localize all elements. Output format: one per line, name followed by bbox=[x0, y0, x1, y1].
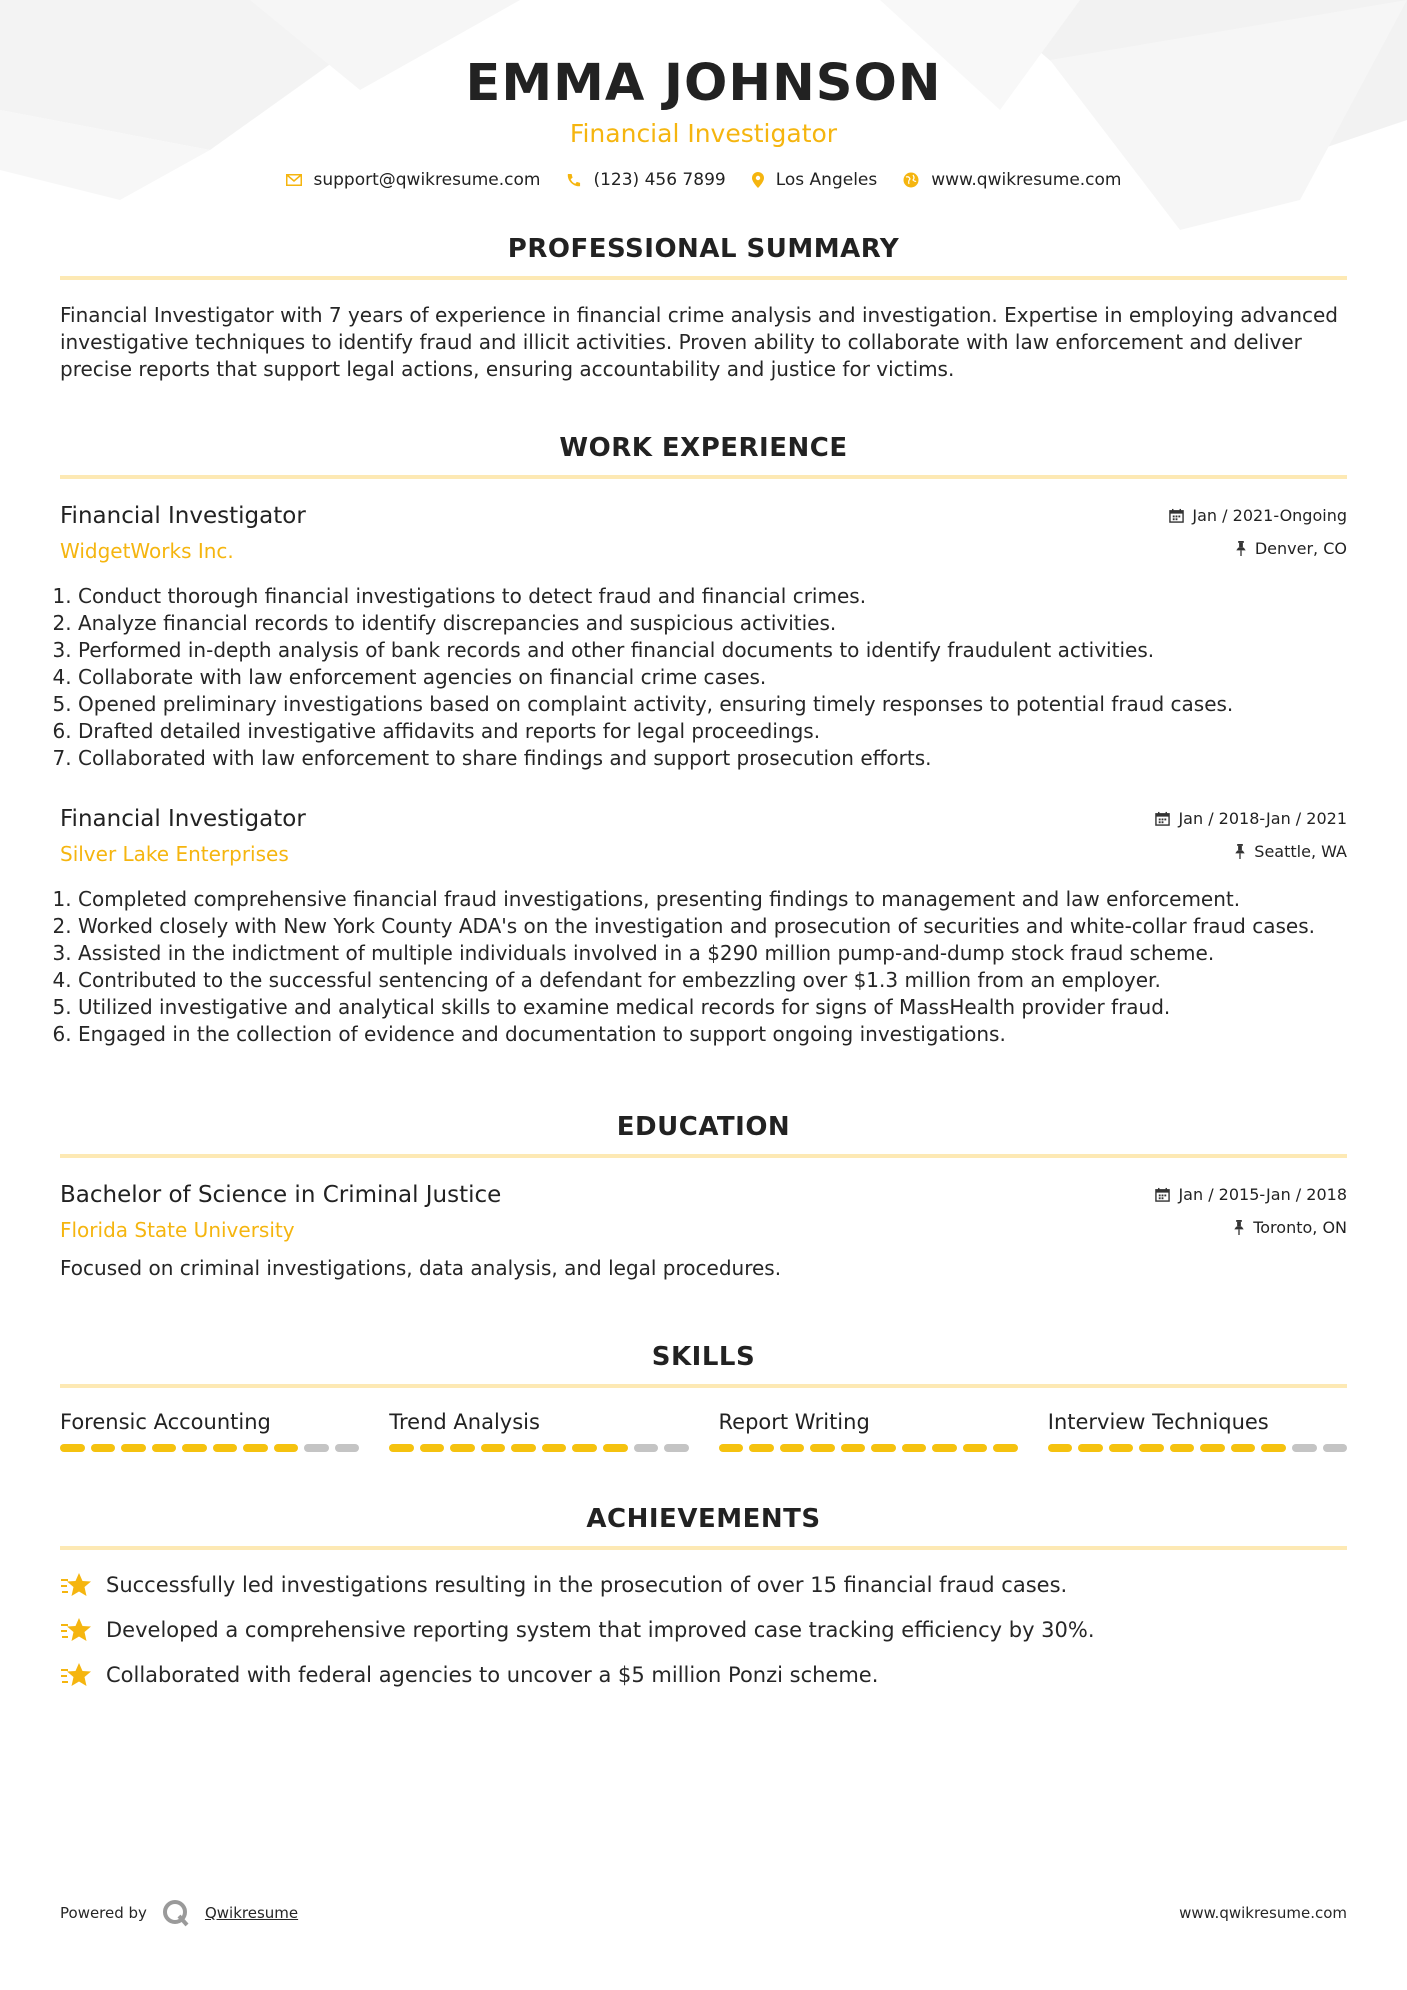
candidate-title: Financial Investigator bbox=[569, 119, 838, 148]
skill-level-segment bbox=[572, 1444, 597, 1452]
skill-item bbox=[60, 1410, 359, 1452]
skill-level-segment bbox=[152, 1444, 177, 1452]
school-name: Florida State University bbox=[60, 1218, 295, 1242]
calendar-icon bbox=[1155, 1187, 1170, 1202]
pushpin-icon bbox=[1235, 541, 1247, 556]
job-location: Denver, CO bbox=[1254, 538, 1347, 558]
achievement-text: Successfully led investigations resulting in the prosecution of over 15 financial fraud cases. bbox=[106, 1573, 1068, 1597]
skill-level-segment bbox=[1170, 1444, 1195, 1452]
list-item: 4. Contributed to the successful sentencing of a defendant for embezzling over $1.3 million from an employer. bbox=[78, 967, 1347, 994]
star-icon bbox=[60, 1616, 92, 1644]
skill-level-bar bbox=[389, 1444, 688, 1452]
pushpin-icon bbox=[1233, 1220, 1245, 1235]
list-item: 5. Utilized investigative and analytical skills to examine medical records for signs of MassHealth provider fraud. bbox=[78, 994, 1347, 1021]
skill-name: Trend Analysis bbox=[389, 1410, 540, 1434]
section-title: EDUCATION bbox=[616, 1112, 791, 1142]
skill-level-segment bbox=[274, 1444, 299, 1452]
skill-level-segment bbox=[542, 1444, 567, 1452]
skill-level-segment bbox=[634, 1444, 659, 1452]
skills-section bbox=[60, 1342, 1347, 1452]
footer-website[interactable]: www.qwikresume.com bbox=[1179, 1904, 1347, 1922]
website-text: www.qwikresume.com bbox=[931, 170, 1122, 190]
skill-level-segment bbox=[182, 1444, 207, 1452]
section-title: WORK EXPERIENCE bbox=[559, 433, 848, 463]
list-item: 1. Conduct thorough financial investigations to detect fraud and financial crimes. bbox=[78, 583, 1347, 610]
skill-level-segment bbox=[1109, 1444, 1134, 1452]
list-item: 5. Opened preliminary investigations based on complaint activity, ensuring timely responses to potential fraud cases. bbox=[78, 691, 1347, 718]
skill-level-segment bbox=[902, 1444, 927, 1452]
email-text: support@qwikresume.com bbox=[313, 170, 541, 190]
achievement-item bbox=[60, 1570, 1347, 1600]
skill-level-segment bbox=[511, 1444, 536, 1452]
contact-location bbox=[752, 170, 878, 190]
section-title: ACHIEVEMENTS bbox=[586, 1504, 821, 1534]
contact-phone[interactable] bbox=[566, 170, 725, 190]
star-icon bbox=[60, 1571, 92, 1599]
skill-level-segment bbox=[810, 1444, 835, 1452]
list-item: 2. Analyze financial records to identify discrepancies and suspicious activities. bbox=[78, 610, 1347, 637]
contact-website[interactable] bbox=[903, 170, 1121, 190]
section-divider bbox=[60, 276, 1347, 280]
list-item: 6. Engaged in the collection of evidence and documentation to support ongoing investigations. bbox=[78, 1021, 1347, 1048]
achievement-text: Developed a comprehensive reporting system that improved case tracking efficiency by 30%. bbox=[106, 1618, 1095, 1642]
contact-email[interactable] bbox=[286, 170, 541, 190]
list-item: 3. Performed in-depth analysis of bank records and other financial documents to identify fraudulent activities. bbox=[78, 637, 1347, 664]
skill-level-segment bbox=[213, 1444, 238, 1452]
job-entry bbox=[60, 806, 1347, 1048]
skill-level-segment bbox=[121, 1444, 146, 1452]
job-title: Financial Investigator bbox=[60, 503, 306, 529]
qwikresume-link[interactable]: Qwikresume bbox=[204, 1904, 299, 1922]
job-entry bbox=[60, 503, 1347, 772]
summary-text: Financial Investigator with 7 years of experience in financial crime analysis and investigation. Expertise in employing advanced investigative techniques to identify fraud and illicit activities. Proven ability to collaborate with law enforcement and deliver precise reports that support legal actions, ensuring accountability and justice for victims. bbox=[60, 303, 1338, 381]
education-dates: Jan / 2015-Jan / 2018 bbox=[1178, 1184, 1347, 1204]
job-location: Seattle, WA bbox=[1254, 841, 1347, 861]
skill-level-segment bbox=[420, 1444, 445, 1452]
star-icon bbox=[60, 1661, 92, 1689]
list-item: 1. Completed comprehensive financial fraud investigations, presenting findings to management and law enforcement. bbox=[78, 886, 1347, 913]
skill-level-segment bbox=[603, 1444, 628, 1452]
education-description: Focused on criminal investigations, data analysis, and legal procedures. bbox=[60, 1256, 782, 1280]
skill-level-segment bbox=[1231, 1444, 1256, 1452]
pushpin-icon bbox=[1234, 844, 1246, 859]
list-item: 7. Collaborated with law enforcement to share findings and support prosecution efforts. bbox=[78, 745, 1347, 772]
skill-level-segment bbox=[664, 1444, 689, 1452]
section-title: SKILLS bbox=[651, 1342, 756, 1372]
qwikresume-logo-icon bbox=[161, 1898, 191, 1928]
skill-level-bar bbox=[60, 1444, 359, 1452]
achievement-item bbox=[60, 1615, 1347, 1645]
skill-level-segment bbox=[993, 1444, 1018, 1452]
candidate-name: EMMA JOHNSON bbox=[465, 54, 942, 113]
skill-item bbox=[389, 1410, 688, 1452]
job-dates: Jan / 2021-Ongoing bbox=[1192, 505, 1347, 525]
skill-level-segment bbox=[749, 1444, 774, 1452]
envelope-icon bbox=[286, 174, 302, 186]
phone-text: (123) 456 7899 bbox=[593, 170, 726, 190]
job-responsibilities bbox=[60, 583, 1347, 772]
job-responsibilities bbox=[60, 886, 1347, 1048]
skill-level-segment bbox=[60, 1444, 85, 1452]
skill-level-bar bbox=[719, 1444, 1018, 1452]
job-title: Financial Investigator bbox=[60, 806, 306, 832]
skill-name: Interview Techniques bbox=[1047, 1410, 1269, 1434]
page-footer bbox=[60, 1898, 1347, 1928]
skill-level-segment bbox=[335, 1444, 360, 1452]
skill-level-segment bbox=[91, 1444, 116, 1452]
skill-level-segment bbox=[1200, 1444, 1225, 1452]
degree-title: Bachelor of Science in Criminal Justice bbox=[60, 1182, 502, 1208]
skill-level-segment bbox=[780, 1444, 805, 1452]
education-entry bbox=[60, 1182, 1347, 1280]
list-item: 4. Collaborate with law enforcement agencies on financial crime cases. bbox=[78, 664, 1347, 691]
contact-bar bbox=[60, 170, 1347, 190]
skill-level-segment bbox=[481, 1444, 506, 1452]
skill-level-bar bbox=[1048, 1444, 1347, 1452]
location-text: Los Angeles bbox=[775, 170, 878, 190]
skill-name: Report Writing bbox=[718, 1410, 870, 1434]
phone-icon bbox=[566, 173, 581, 188]
achievement-item bbox=[60, 1660, 1347, 1690]
skill-level-segment bbox=[963, 1444, 988, 1452]
section-divider bbox=[60, 475, 1347, 479]
resume-header bbox=[60, 0, 1347, 190]
achievements-section bbox=[60, 1504, 1347, 1690]
skill-level-segment bbox=[1048, 1444, 1073, 1452]
map-pin-icon bbox=[752, 172, 764, 188]
section-divider bbox=[60, 1384, 1347, 1388]
skill-item bbox=[1048, 1410, 1347, 1452]
section-divider bbox=[60, 1154, 1347, 1158]
list-item: 6. Drafted detailed investigative affidavits and reports for legal proceedings. bbox=[78, 718, 1347, 745]
section-divider bbox=[60, 1546, 1347, 1550]
powered-by-label: Powered by bbox=[60, 1904, 147, 1922]
skill-level-segment bbox=[243, 1444, 268, 1452]
skill-level-segment bbox=[841, 1444, 866, 1452]
skill-level-segment bbox=[1261, 1444, 1286, 1452]
skill-item bbox=[719, 1410, 1018, 1452]
company-name: Silver Lake Enterprises bbox=[60, 842, 289, 866]
skill-level-segment bbox=[1139, 1444, 1164, 1452]
skill-level-segment bbox=[450, 1444, 475, 1452]
achievement-text: Collaborated with federal agencies to uncover a $5 million Ponzi scheme. bbox=[106, 1663, 879, 1687]
globe-icon bbox=[903, 172, 919, 188]
skill-level-segment bbox=[871, 1444, 896, 1452]
calendar-icon bbox=[1155, 811, 1170, 826]
skill-level-segment bbox=[1323, 1444, 1348, 1452]
skill-level-segment bbox=[389, 1444, 414, 1452]
skill-level-segment bbox=[1292, 1444, 1317, 1452]
list-item: 3. Assisted in the indictment of multiple individuals involved in a $290 million pump-and-dump stock fraud scheme. bbox=[78, 940, 1347, 967]
skill-level-segment bbox=[1078, 1444, 1103, 1452]
skill-level-segment bbox=[932, 1444, 957, 1452]
experience-section bbox=[60, 433, 1347, 1048]
skill-name: Forensic Accounting bbox=[60, 1410, 271, 1434]
summary-section bbox=[60, 234, 1347, 383]
education-section bbox=[60, 1112, 1347, 1280]
section-title: PROFESSIONAL SUMMARY bbox=[507, 234, 900, 264]
company-name: WidgetWorks Inc. bbox=[60, 539, 234, 563]
skill-level-segment bbox=[304, 1444, 329, 1452]
list-item: 2. Worked closely with New York County ADA's on the investigation and prosecution of securities and white-collar fraud cases. bbox=[78, 913, 1347, 940]
job-dates: Jan / 2018-Jan / 2021 bbox=[1178, 808, 1347, 828]
calendar-icon bbox=[1169, 508, 1184, 523]
education-location: Toronto, ON bbox=[1253, 1217, 1347, 1237]
skill-level-segment bbox=[719, 1444, 744, 1452]
